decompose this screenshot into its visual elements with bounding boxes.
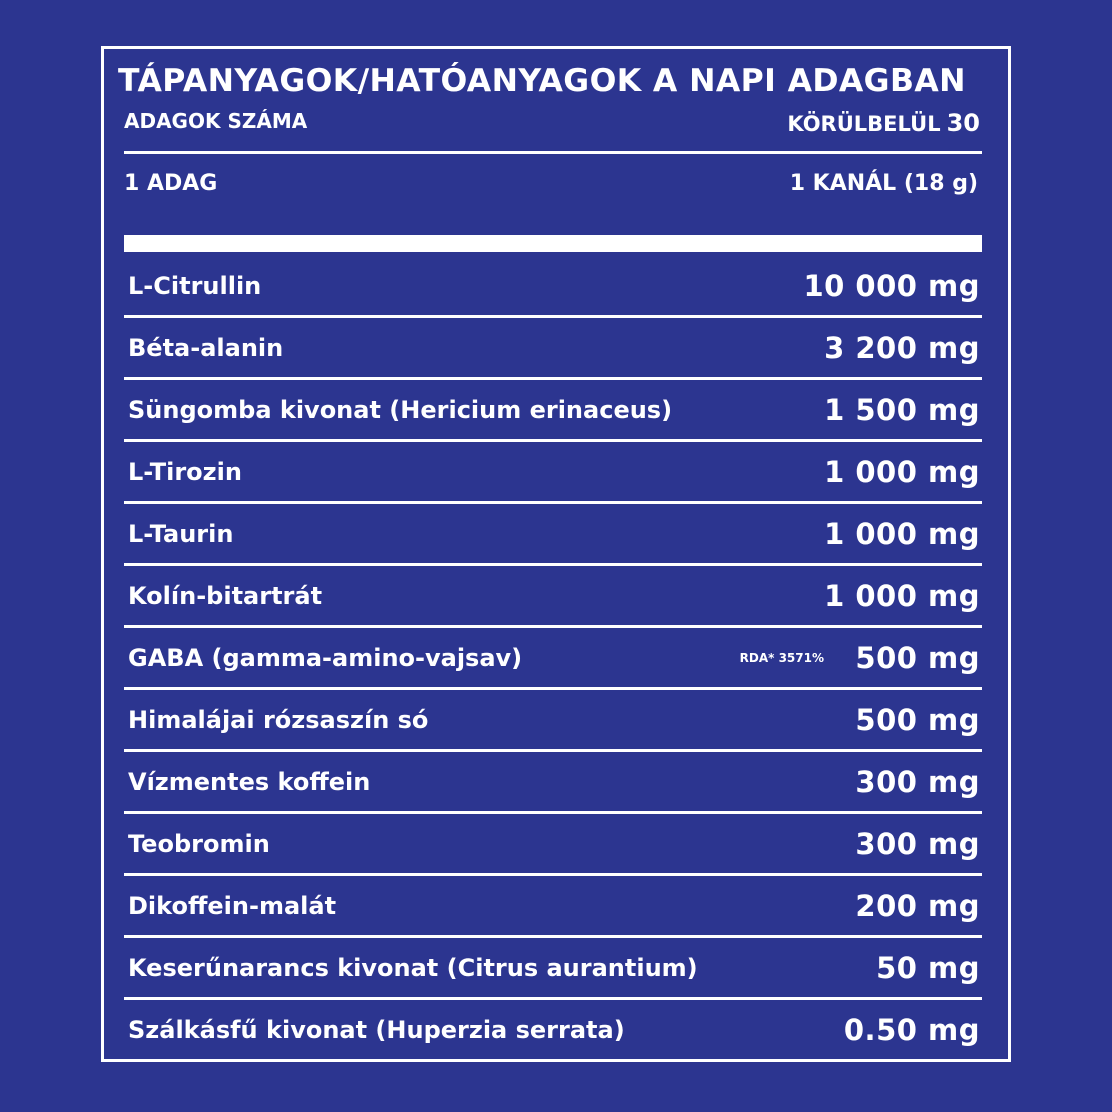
ingredient-amount: 3 200 mg bbox=[824, 330, 980, 365]
ingredient-row bbox=[124, 256, 982, 318]
ingredient-name: Süngomba kivonat (Hericium erinaceus) bbox=[128, 395, 673, 424]
ingredient-row bbox=[124, 814, 982, 876]
ingredient-name: Dikoffein-malát bbox=[128, 891, 337, 920]
ingredient-row bbox=[124, 938, 982, 1000]
servings-value-label: KÖRÜLBELÜL bbox=[787, 112, 941, 136]
ingredient-row bbox=[124, 566, 982, 628]
ingredient-amount: 50 mg bbox=[876, 950, 980, 985]
ingredient-name: Szálkásfű kivonat (Huperzia serrata) bbox=[128, 1015, 625, 1044]
ingredient-row bbox=[124, 442, 982, 504]
ingredient-name: Kolín-bitartrát bbox=[128, 581, 323, 610]
ingredient-amount: 200 mg bbox=[855, 888, 980, 923]
ingredient-row bbox=[124, 1000, 982, 1059]
ingredient-amount: 300 mg bbox=[855, 826, 980, 861]
servings-value: 30 bbox=[946, 109, 980, 137]
ingredient-name: GABA (gamma-amino-vajsav) bbox=[128, 643, 523, 672]
ingredient-amount: 0.50 mg bbox=[843, 1012, 980, 1047]
divider bbox=[124, 151, 982, 154]
ingredient-row bbox=[124, 318, 982, 380]
panel-title: TÁPANYAGOK/HATÓANYAGOK A NAPI ADAGBAN bbox=[118, 63, 966, 99]
ingredient-amount: 300 mg bbox=[855, 764, 980, 799]
rda-note: RDA* 3571% bbox=[739, 650, 824, 665]
ingredient-row bbox=[124, 876, 982, 938]
ingredient-name: L-Tirozin bbox=[128, 457, 242, 486]
ingredient-table bbox=[124, 256, 982, 1059]
nutrition-panel bbox=[101, 46, 1011, 1062]
ingredient-name: Béta-alanin bbox=[128, 333, 284, 362]
ingredient-row bbox=[124, 752, 982, 814]
thick-divider bbox=[124, 235, 982, 252]
ingredient-row bbox=[124, 690, 982, 752]
ingredient-amount: 1 500 mg bbox=[824, 392, 980, 427]
ingredient-name: Vízmentes koffein bbox=[128, 767, 371, 796]
ingredient-amount: 1 000 mg bbox=[824, 454, 980, 489]
ingredient-row bbox=[124, 504, 982, 566]
ingredient-amount: 10 000 mg bbox=[803, 268, 980, 303]
ingredient-amount: 1 000 mg bbox=[824, 578, 980, 613]
servings-value-group bbox=[787, 109, 980, 137]
ingredient-amount: 500 mg bbox=[855, 702, 980, 737]
ingredient-row bbox=[124, 628, 982, 690]
serving-size-value: 1 KANÁL (18 g) bbox=[789, 171, 978, 196]
servings-label: ADAGOK SZÁMA bbox=[124, 109, 308, 133]
ingredient-name: Teobromin bbox=[128, 829, 270, 858]
ingredient-amount: 500 mg bbox=[855, 640, 980, 675]
ingredient-name: L-Taurin bbox=[128, 519, 234, 548]
ingredient-amount: 1 000 mg bbox=[824, 516, 980, 551]
ingredient-name: Keserűnarancs kivonat (Citrus aurantium) bbox=[128, 953, 698, 982]
serving-size-label: 1 ADAG bbox=[124, 171, 218, 196]
ingredient-row bbox=[124, 380, 982, 442]
ingredient-name: L-Citrullin bbox=[128, 271, 262, 300]
ingredient-name: Himalájai rózsaszín só bbox=[128, 705, 429, 734]
